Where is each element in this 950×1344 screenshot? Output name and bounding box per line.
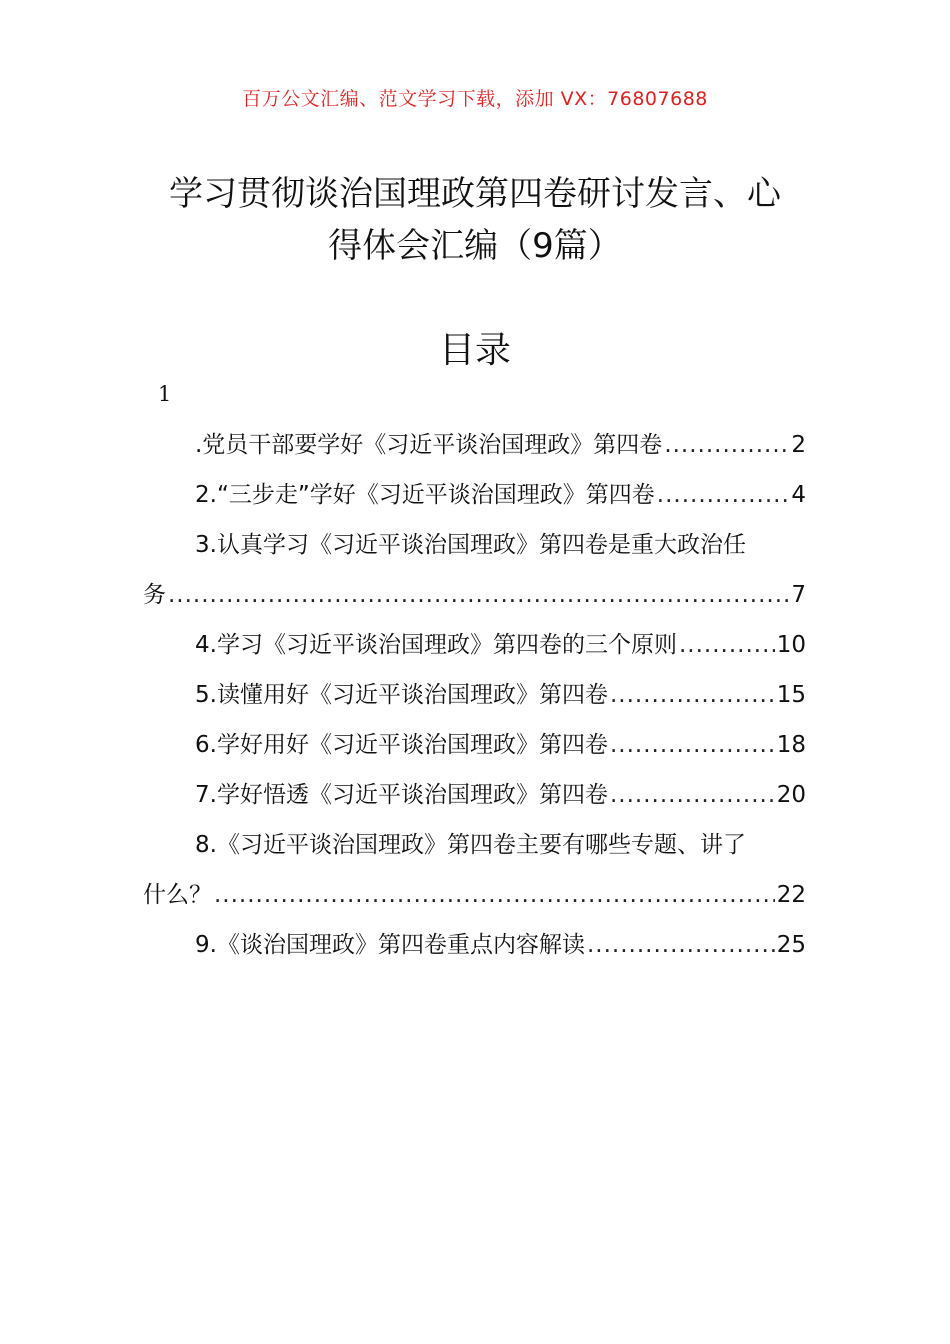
toc-leader-dots	[168, 570, 789, 620]
toc-entry-5[interactable]	[143, 670, 806, 720]
toc-entry-text: 8.《习近平谈治国理政》第四卷主要有哪些专题、讲了	[195, 832, 746, 858]
toc-page-number: 10	[776, 632, 806, 658]
toc-page-number: 2	[791, 432, 806, 458]
toc-page-number: 15	[776, 682, 806, 708]
toc-leader-dots	[610, 720, 775, 770]
toc-entry-6[interactable]	[143, 720, 806, 770]
toc-entry-text: 9.《谈治国理政》第四卷重点内容解读	[195, 932, 585, 958]
stray-number: 1	[158, 382, 172, 406]
toc-heading: 目录	[438, 330, 511, 371]
toc-entry-text: 2.“三步走”学好《习近平谈治国理政》第四卷	[195, 482, 655, 508]
toc-entry-9[interactable]	[143, 920, 806, 970]
header-note: 百万公文汇编、范文学习下载，添加 VX：76807688	[242, 88, 708, 110]
toc-leader-dots	[664, 420, 789, 470]
toc-leader-dots	[610, 770, 775, 820]
toc-entry-7[interactable]	[143, 770, 806, 820]
toc-entry-1[interactable]	[143, 420, 806, 470]
toc-entry-text: 7.学好悟透《习近平谈治国理政》第四卷	[195, 782, 608, 808]
toc-entry-3-line-2[interactable]	[143, 570, 806, 620]
toc-entry-8-line-2[interactable]	[143, 870, 806, 920]
toc-page-number: 18	[776, 732, 806, 758]
toc-page-number: 7	[791, 582, 806, 608]
toc-page-number: 22	[776, 882, 806, 908]
toc-leader-dots	[679, 620, 775, 670]
toc-leader-dots	[657, 470, 790, 520]
toc-entry-text: 3.认真学习《习近平谈治国理政》第四卷是重大政治任	[195, 532, 746, 558]
title-line-1: 学习贯彻谈治国理政第四卷研讨发言、心	[169, 174, 781, 214]
toc-page-number: 4	[791, 482, 806, 508]
toc-entry-text: 4.学习《习近平谈治国理政》第四卷的三个原则	[195, 632, 677, 658]
toc-entry-8-line-1[interactable]	[143, 820, 806, 870]
toc-entry-text: .党员干部要学好《习近平谈治国理政》第四卷	[195, 432, 663, 458]
toc-page-number: 25	[776, 932, 806, 958]
toc-entry-2[interactable]	[143, 470, 806, 520]
title-line-2: 得体会汇编（9篇）	[328, 226, 622, 266]
toc-leader-dots	[610, 670, 775, 720]
toc-leader-dots	[214, 870, 775, 920]
document-title	[120, 168, 830, 272]
toc-entry-3-line-1[interactable]	[143, 520, 806, 570]
toc-entry-text: 6.学好用好《习近平谈治国理政》第四卷	[195, 732, 608, 758]
toc-entry-text: 什么？	[143, 882, 212, 908]
toc-page-number: 20	[776, 782, 806, 808]
toc-entry-text: 5.读懂用好《习近平谈治国理政》第四卷	[195, 682, 608, 708]
toc-entry-text: 务	[143, 582, 166, 608]
toc-entry-4[interactable]	[143, 620, 806, 670]
toc-leader-dots	[587, 920, 775, 970]
table-of-contents	[143, 420, 806, 970]
